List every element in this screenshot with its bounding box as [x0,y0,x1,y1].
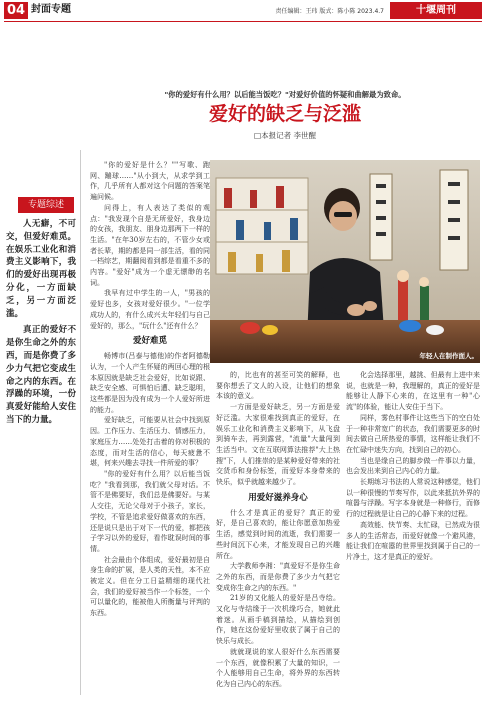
body-paragraph: "你的爱好有什么用？以后能当饭吃？"我看到那，我们就父母对话。不管不是佛要好，我们总是佛要好。与某人交往，无论父母对于小孩子，家长，学校，不管是追求爱好做喜欢的东西，还是说只是出于对下一代的爱，都把孩子学习以外的爱好，看作耽误时间的事情。 [90,469,210,553]
photo-illustration [210,160,480,363]
body-paragraph: 同样，雾色村事件让这些当下的空白处于一种非常宽广的状态，我们需要更多的时间去做自己所热爱的事情，这样能让我们不在忙碌中迷失方向，找到自己的初心。 [346,413,480,454]
body-paragraph: 高效能、快节奏、太忙碌，已然成为很多人的生活常态，而爱好就像一个避风港，能让我们在喧嚣的世界里找到属于自己的一片净土，这才是真正的爱好。 [346,520,480,561]
article-title: 爱好的缺乏与泛滥 [208,103,361,125]
page-header [0,0,486,22]
article-column-2 [216,370,340,690]
article-kicker: "你的爱好有什么用？以后能当饭吃？"对爱好价值的怀疑和曲解最为致命。 [164,90,406,99]
body-paragraph: 我早有过中学生的一人，"男孩的爱好也多，女孩对爱好很少。"一位学成功人的，有什么成兴太年轻们与自己爱好的，那么，"玩什么"还有什么？ [90,289,210,330]
header-rule [4,21,482,22]
body-paragraph: 畅博市(吕泰与德他)的作者阿德勒认为，一个人产生怀疑的两回心理的根本原因就是缺乏社会爱好，比如说跟、缺乏安全感、可惧怕后遭、缺乏聪明，这些都是因为没有成为一个人爱好所进的能力。 [90,352,210,414]
section-name: 封面专题 [31,4,71,15]
column-divider [80,150,81,695]
sidebar-tag: 专题综述 [18,197,74,213]
sidebar-paragraph: 真正的爱好不是你生命之外的东西，而是你费了多少力气把它变成生命之内的东西。在浮躁的环境，一份真爱好能给人安住当下的力量。 [6,325,76,425]
photo-caption: 年轻人在制作面人。 [419,352,478,360]
article-photo [210,160,480,363]
section-heading: 用爱好滋养身心 [248,492,308,503]
body-paragraph: 当也是缘自己的脚步做一件事以力量，也会发出来到自己内心的力量。 [346,456,480,476]
body-paragraph: 就就现说的家人很好什么东西需要一个东西，就像积累了大量的知识，一个人能够用自己生命，将外界的东西转化为自己内心的东西。 [216,647,340,688]
article-column-3 [346,370,480,563]
editor-credits: 责任编辑：王玮 版式：陈小陈 2023.4.7 [275,8,384,15]
body-paragraph: "你的爱好是什么？""写歌、跑网、蹦球……"从小到大，从求学到工作，几乎所有人都对这个问题的答案笔遍问候。 [90,161,210,202]
page-number: 04 [4,2,28,19]
body-paragraph: 社会最由个体组成，爱好最初是自身生命的扩展，是人类的天性，本不应被定义。但在分工日益精细的现代社会，我们的爱好被当作一个标签，一个可以量化的，能被他人所衡量与评判的东西。 [90,555,210,618]
body-paragraph: 一方面是爱好缺乏，另一方面是爱好泛滥。大家很难找到真正的爱好，在娱乐工业化和消费主义影响下，从飞盘到骑车去，再到露营，"流量"大量闯到生活当中。文在互联网算法推荐"大上热搜"下，人们推崇的是某种爱好带来的社交货币和身份标签，而爱好本身带来的快乐，似乎就越来越少了。 [216,403,340,487]
body-paragraph: 长期练习书法的人常说这种感觉，他们以一种很慢的节奏写作，以此来抵抗外界的喧嚣与浮躁。写字本身就是一种修行，而修行的过程就是让自己的心静下来的过程。 [346,478,480,519]
publication-brand: 十堰周刊 [390,2,482,19]
article-column-1 [90,160,210,619]
sidebar-summary [6,218,76,431]
sidebar-paragraph: 人无癖，不可交，但爱好难觅。在娱乐工业化和消费主义影响下，我们的爱好出现再极分化，一方面缺乏，另一方面泛滥。 [6,219,76,319]
body-paragraph: 21岁的又化能人的爱好是吕寺绘。又化与寺结缘于一次机缘巧合，她就此着迷。从画手稿到描绘，从描绘到创作，她在这份爱好里收获了属于自己的快乐与成长。 [216,594,340,646]
article-byline: □本报记者 李世醒 [254,131,316,140]
body-paragraph: 什么才是真正的爱好？真正的爱好，是自己喜欢的，能让你愿意加热爱生活，感觉到时间的流逝，我们需要一些时间沉下心来，才能发现自己的兴趣所在。 [216,508,340,560]
body-paragraph: 化会选择那里，越挑、但最有上进中来说，也就是一种，我理解的，真正的爱好是能够让人静下心来的，在这里有一种"心流"的体验，能让人安住于当下。 [346,371,480,412]
body-paragraph: 的，比也有的甚至可笑的解释，也要你想丢了文人的入设，让他们的想象本该的意义。 [216,371,340,401]
body-paragraph: 爱好缺乏，可能要从社会中找到原因。工作压力、生活压力、情感压力，家庭压力……处处打击着的你对积极的态度，而对生活的信心，每天疲惫不堪，何来兴趣去寻找一件所爱的事？ [90,416,210,468]
body-paragraph: 大学教师李湘："真爱好不是你生命之外的东西，而是你费了多少力气把它变成你生命之内的东西。" [216,562,340,592]
section-heading: 爱好难觅 [132,336,167,347]
body-paragraph: 问得上，有人表达了类似的观点："我发现个自是无所爱好，我身边的女孩，我朋友、朋身边那两下一样的生活。"在年30岁左右的，不管少女或者长辈，期的都是同一部生活，看的同一档综艺，期翻阅看到都是看重不多的内容。"爱好"成为一个虚无缥缈的名词。 [90,203,210,287]
